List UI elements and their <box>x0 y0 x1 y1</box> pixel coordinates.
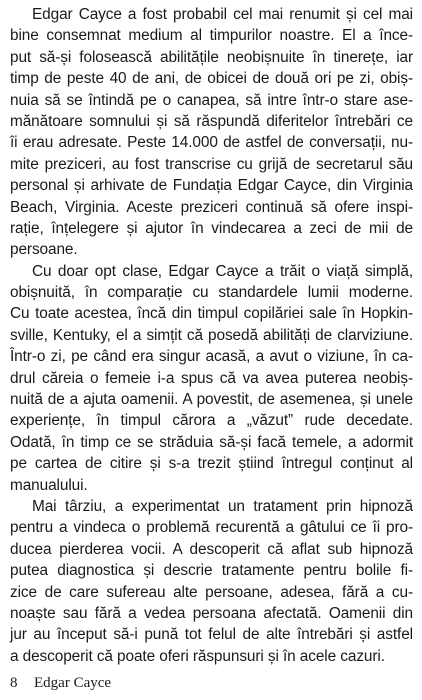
text-line: mite preziceri, au fost transcrise cu grijă de secretarul său <box>10 155 413 173</box>
text-line: jur au început să-i pună tot felul de alte întrebări și astfel <box>10 626 413 644</box>
page-footer <box>10 675 111 692</box>
paragraph-cayce-introduction <box>10 4 413 261</box>
text-line: putea diagnostica și descrie tratamente pentru bolile fi- <box>10 562 413 580</box>
text-line: zice de care sufereau alte persoane, adesea, fără a cu- <box>10 583 413 601</box>
text-line: pentru a vindeca o problemă recurentă a gâtului ce îi pro- <box>10 519 413 537</box>
text-line: noaște sau fără a vedea persoana afectată. Oamenii din <box>10 604 413 622</box>
text-line: rație, înțelegere și ajutor în vindecarea a zeci de mii de <box>10 219 413 237</box>
text-line: timp de peste 40 de ani, de obicei de două ori pe zi, obiș- <box>10 70 413 88</box>
text-line: nuia să se întindă pe o canapea, să intre într-o stare ase- <box>10 91 413 109</box>
text-line: experiențe, în timpul cărora a „văzut” rude decedate. <box>10 412 413 430</box>
text-line: Odată, în timp ce se străduia să-și facă temele, a adormit <box>10 433 413 451</box>
paragraph-hypnosis <box>10 496 413 667</box>
text-line: Beach, Virginia. Aceste preziceri continuă să ofere inspi- <box>10 198 413 216</box>
text-line: Cu toate acestea, încă din timpul copilăriei sale în Hopkin- <box>10 305 413 323</box>
text-line: sville, Kentuky, el a simțit că posedă abilități de clarviziune. <box>10 326 413 344</box>
paragraph-childhood <box>10 261 413 496</box>
text-line: îi erau adresate. Peste 14.000 de astfel de conversații, nu- <box>10 134 413 152</box>
text-line: Cu doar opt clase, Edgar Cayce a trăit o viață simplă, <box>32 262 413 280</box>
text-line: a descoperit că poate oferi răspunsuri și în acele cazuri. <box>10 647 385 665</box>
text-line: drul căreia o femeie i-a spus că va avea puterea neobiș- <box>10 369 413 387</box>
text-line: nuită de a ajuta oamenii. A povestit, de asemenea, și unele <box>10 391 413 409</box>
running-title: Edgar Cayce <box>34 675 112 691</box>
text-line: obișnuită, în comparație cu standardele lumii moderne. <box>10 284 413 302</box>
text-line: personal și arhivate de Fundația Edgar Cayce, din Virginia <box>10 177 413 195</box>
page-number: 8 <box>10 675 18 691</box>
text-line: ducea pierderea vocii. A descoperit că aflat sub hipnoză <box>10 540 413 558</box>
text-line: bine consemnat medium al timpurilor noastre. El a înce- <box>10 27 413 45</box>
text-line: manualului. <box>10 476 88 494</box>
text-line: Edgar Cayce a fost probabil cel mai renumit și cel mai <box>32 6 413 23</box>
text-line: Mai târziu, a experimentat un tratament prin hipnoză <box>32 497 413 515</box>
text-line: Într-o zi, pe când era singur acasă, a avut o viziune, în ca- <box>10 348 413 366</box>
text-line: mănătoare somnului și să răspundă diferitelor întrebări ce <box>10 112 413 130</box>
body-text <box>10 4 413 667</box>
text-line: pe cartea de citire și s-a trezit știind întregul conținut al <box>10 455 413 473</box>
text-line: put să-și folosească abilitățile neobișnuite în tinerețe, iar <box>10 48 413 66</box>
text-line: persoane. <box>10 241 78 259</box>
